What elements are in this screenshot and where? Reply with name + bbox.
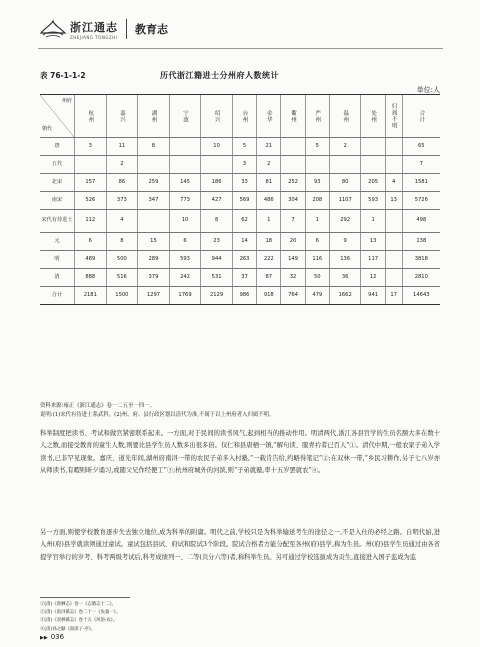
- table-cell: [385, 156, 402, 174]
- table-cell: 87: [257, 269, 281, 287]
- table-cell: 479: [305, 287, 329, 305]
- table-cell: 117: [361, 251, 385, 269]
- table-cell: 6: [75, 233, 107, 251]
- table-cell: 526: [75, 192, 107, 210]
- column-header-label: 湖州: [150, 109, 157, 123]
- header-divider: [126, 19, 127, 39]
- table-cell: 941: [361, 287, 385, 305]
- column-header-label: 杭州: [87, 109, 94, 123]
- publication-logo: [40, 19, 118, 40]
- footnote-4: ④(清)孙之騄《南漳子·序》。: [40, 626, 96, 632]
- table-cell: 112: [75, 210, 107, 233]
- table-cell: 1297: [138, 287, 170, 305]
- table-cell: 116: [305, 251, 329, 269]
- footnote-rule: [40, 597, 130, 598]
- table-cell: 1: [305, 210, 329, 233]
- table-cell: 5726: [402, 192, 440, 210]
- row-label: 唐: [40, 138, 75, 156]
- table-cell: 5: [305, 138, 329, 156]
- table-cell: [385, 269, 402, 287]
- page-marker-icon: ▶▶: [40, 635, 48, 641]
- footnote-2: ②(清)《南浔镇志》卷二十一《农桑一》。: [40, 610, 121, 616]
- table-row: [40, 138, 440, 156]
- row-label: 南宋: [40, 192, 75, 210]
- column-header: [281, 95, 305, 138]
- column-header-label: 合计: [418, 109, 425, 123]
- row-label: 北宋: [40, 174, 75, 192]
- table-cell: 6: [305, 233, 329, 251]
- table-cell: 205: [361, 174, 385, 192]
- book-title: 教育志: [135, 23, 168, 36]
- table-cell: 23: [201, 233, 233, 251]
- row-label: 清: [40, 269, 75, 287]
- table-row: [40, 156, 440, 174]
- table-cell: 36: [329, 269, 361, 287]
- table-cell: [169, 156, 201, 174]
- table-cell: 6: [169, 233, 201, 251]
- table-cell: 486: [257, 192, 281, 210]
- table-cell: 208: [305, 192, 329, 210]
- table-cell: 8: [106, 233, 138, 251]
- table-cell: 3: [232, 156, 256, 174]
- table-cell: 136: [329, 251, 361, 269]
- logo-icon: [40, 19, 66, 39]
- table-cell: 593: [169, 251, 201, 269]
- column-header-label: 衢州: [290, 109, 297, 123]
- table-cell: 13: [385, 192, 402, 210]
- column-header: [232, 95, 256, 138]
- table-cell: 14643: [402, 287, 440, 305]
- column-header: [257, 95, 281, 138]
- table-cell: 1581: [402, 174, 440, 192]
- table-cell: 10: [201, 138, 233, 156]
- table-cell: [329, 156, 361, 174]
- table-cell: 18: [257, 233, 281, 251]
- table-source-note: 资料来源:雍正《浙江通志》卷一二五至一四一。: [40, 403, 156, 409]
- table-cell: 2: [106, 156, 138, 174]
- table-cell: 81: [257, 174, 281, 192]
- table-cell: 1500: [106, 287, 138, 305]
- table-cell: 145: [169, 174, 201, 192]
- table-cell: 347: [138, 192, 170, 210]
- table-cell: [385, 233, 402, 251]
- page-number-text: 036: [50, 633, 65, 641]
- table-notes: [40, 402, 440, 420]
- column-header: [329, 95, 361, 138]
- table-cell: 918: [257, 287, 281, 305]
- table-cell: 33: [232, 174, 256, 192]
- table-cell: 242: [169, 269, 201, 287]
- table-cell: 944: [201, 251, 233, 269]
- row-label: 五代: [40, 156, 75, 174]
- table-cell: [305, 156, 329, 174]
- column-header-label: 嘉兴: [118, 109, 125, 123]
- table-row: [40, 251, 440, 269]
- table-unit: 单位:人: [416, 86, 440, 94]
- table-cell: 80: [329, 174, 361, 192]
- body-paragraph-2: 另一方面,则使学校教育逐步失去独立地位,成为科举的附庸。明代之前,学校只是为科举输送考生的途径之一,不是入仕的必经之路。自明代始,进入州(府)县学就读须通过童试。童试包括县试、府试和院试3个阶段。院试合格者方能分配至各州(府)县学,称为生员。州(府)县学生员通过由各省提学官举行的岁考、科考两级考试后,科考成绩列一、二等(共分六等)者,称科举生员。另可通过学校选拔成为贡生,直接进入国子监成为监: [40, 529, 440, 561]
- table-cell: 20: [281, 233, 305, 251]
- column-header: [75, 95, 107, 138]
- table-number: 表 76-1-1-2: [40, 71, 86, 80]
- table-cell: 489: [75, 251, 107, 269]
- column-header-label: 绍兴: [213, 109, 220, 123]
- table-cell: 138: [402, 233, 440, 251]
- table-cell: [75, 156, 107, 174]
- table-cell: 93: [305, 174, 329, 192]
- table-title: 历代浙江籍进士分州府人数统计: [160, 70, 279, 80]
- column-header: [361, 95, 385, 138]
- logo-title: 浙江通志: [70, 20, 118, 34]
- body-paragraph-1: 科举制度把读书、考试和做官紧密联系起来。一方面,对于民间的读书风气,起到相当的推动作用。明清两代,浙江各县官学的生员名额大多在数十人之数,而接受教育的童生人数,则要比县学生员人数多出很多倍。仅仁和县唐栖一镇,“解句读、服青衿者已百人”①。清代中期,一般农家子弟入学读书,已非罕见现象。嘉庆、道光年间,湖州府南浔一带的农民子弟多入村塾,“一载肯告给,约略得笔记”②;在双林一带,“乡民习耕作,另子七八岁亦从师读书,有暇则昕夕诵习,或随父兄作经便工”③;杭州府城外的河滨,则“子弟就塾,率十五岁罢就农”④。: [40, 430, 440, 474]
- column-header-label: 归属不明: [390, 103, 397, 129]
- table-cell: 149: [281, 251, 305, 269]
- table-cell: 289: [138, 251, 170, 269]
- column-header-label: 温州: [342, 109, 349, 123]
- statistics-table: [40, 94, 440, 305]
- table-cell: [281, 138, 305, 156]
- table-cell: 32: [281, 269, 305, 287]
- table-cell: 252: [281, 174, 305, 192]
- table-cell: 17: [385, 287, 402, 305]
- table-cell: 516: [106, 269, 138, 287]
- column-header: [402, 95, 440, 138]
- table-cell: 65: [402, 138, 440, 156]
- table-cell: 2810: [402, 269, 440, 287]
- table-cell: [385, 251, 402, 269]
- table-cell: 1662: [329, 287, 361, 305]
- table-cell: 292: [329, 210, 361, 233]
- column-header: [305, 95, 329, 138]
- table-cell: 7: [402, 156, 440, 174]
- column-header: [106, 95, 138, 138]
- table-cell: [361, 156, 385, 174]
- column-header: [169, 95, 201, 138]
- footnote-1: ①(清)《唐栖志》卷一《志塘志十二》。: [40, 602, 116, 607]
- table-cell: 2: [257, 156, 281, 174]
- corner-top-label: 州府: [61, 98, 72, 104]
- table-cell: 531: [201, 269, 233, 287]
- table-cell: 8: [138, 138, 170, 156]
- table-cell: 9: [329, 233, 361, 251]
- table-cell: [361, 138, 385, 156]
- table-cell: 569: [232, 192, 256, 210]
- table-cell: 222: [257, 251, 281, 269]
- table-cell: 1: [257, 210, 281, 233]
- table-cell: [201, 156, 233, 174]
- table-cell: 4: [106, 210, 138, 233]
- column-header-label: 宁波: [182, 109, 189, 123]
- column-header-label: 处州: [370, 109, 377, 123]
- footnotes: [40, 601, 440, 634]
- table-cell: 5: [232, 138, 256, 156]
- table-cell: 888: [75, 269, 107, 287]
- table-cell: 3818: [402, 251, 440, 269]
- column-header-label: 金华: [265, 109, 272, 123]
- table-cell: [169, 138, 201, 156]
- table-row: [40, 174, 440, 192]
- table-cell: 62: [232, 210, 256, 233]
- column-header-label: 台州: [241, 109, 248, 123]
- table-explain-note: 说明:(1)宋代有待进士系武科。(2)州、府、县行政区划以清代为准,不属于以上州府者入归属不明。: [40, 412, 275, 418]
- table-cell: [281, 156, 305, 174]
- table-cell: 50: [305, 269, 329, 287]
- table-cell: 1107: [329, 192, 361, 210]
- table-cell: 373: [106, 192, 138, 210]
- table-cell: 379: [138, 269, 170, 287]
- row-label: 宋代有待进士: [40, 210, 75, 233]
- column-header: [138, 95, 170, 138]
- table-cell: 2181: [75, 287, 107, 305]
- table-row: [40, 233, 440, 251]
- table-cell: 7: [281, 210, 305, 233]
- table-cell: 263: [232, 251, 256, 269]
- table-row: [40, 269, 440, 287]
- row-label: 元: [40, 233, 75, 251]
- table-corner-cell: [40, 95, 75, 138]
- table-cell: 427: [201, 192, 233, 210]
- table-row: [40, 210, 440, 233]
- table-cell: 15: [138, 233, 170, 251]
- table-row: [40, 192, 440, 210]
- table-cell: 1: [361, 210, 385, 233]
- table-cell: 259: [138, 174, 170, 192]
- table-cell: 764: [281, 287, 305, 305]
- table-cell: 2: [329, 138, 361, 156]
- logo-subtitle: ZHEJIANG TONGZHI: [70, 34, 118, 40]
- table-cell: 13: [361, 233, 385, 251]
- table-cell: 4: [385, 174, 402, 192]
- table-cell: 3: [75, 138, 107, 156]
- column-header: [385, 95, 402, 138]
- table-cell: [138, 156, 170, 174]
- table-cell: 86: [106, 174, 138, 192]
- table-cell: 14: [232, 233, 256, 251]
- row-label: 合计: [40, 287, 75, 305]
- column-header: [201, 95, 233, 138]
- table-cell: 304: [281, 192, 305, 210]
- footnote-3: ③(清)《双林镇志》卷十五《风俗·农》。: [40, 618, 118, 624]
- table-cell: 186: [201, 174, 233, 192]
- table-header-row: [40, 95, 440, 138]
- row-label: 明: [40, 251, 75, 269]
- table-cell: [138, 210, 170, 233]
- column-header-label: 严州: [314, 109, 321, 123]
- table-cell: 21: [257, 138, 281, 156]
- header-rule: [38, 48, 443, 49]
- table-cell: 1769: [169, 287, 201, 305]
- page-header: [40, 14, 168, 44]
- table-cell: 593: [361, 192, 385, 210]
- table-cell: 498: [402, 210, 440, 233]
- table-cell: 500: [106, 251, 138, 269]
- table-cell: 37: [232, 269, 256, 287]
- corner-bottom-label: 朝代: [42, 125, 53, 132]
- table-cell: 11: [106, 138, 138, 156]
- table-cell: 8: [201, 210, 233, 233]
- table-cell: 773: [169, 192, 201, 210]
- table-cell: 2129: [201, 287, 233, 305]
- table-cell: [385, 138, 402, 156]
- table-cell: 12: [361, 269, 385, 287]
- page-number: [40, 633, 64, 641]
- table-cell: 10: [169, 210, 201, 233]
- table-cell: [385, 210, 402, 233]
- table-cell: 157: [75, 174, 107, 192]
- table-cell: 986: [232, 287, 256, 305]
- table-row: [40, 287, 440, 305]
